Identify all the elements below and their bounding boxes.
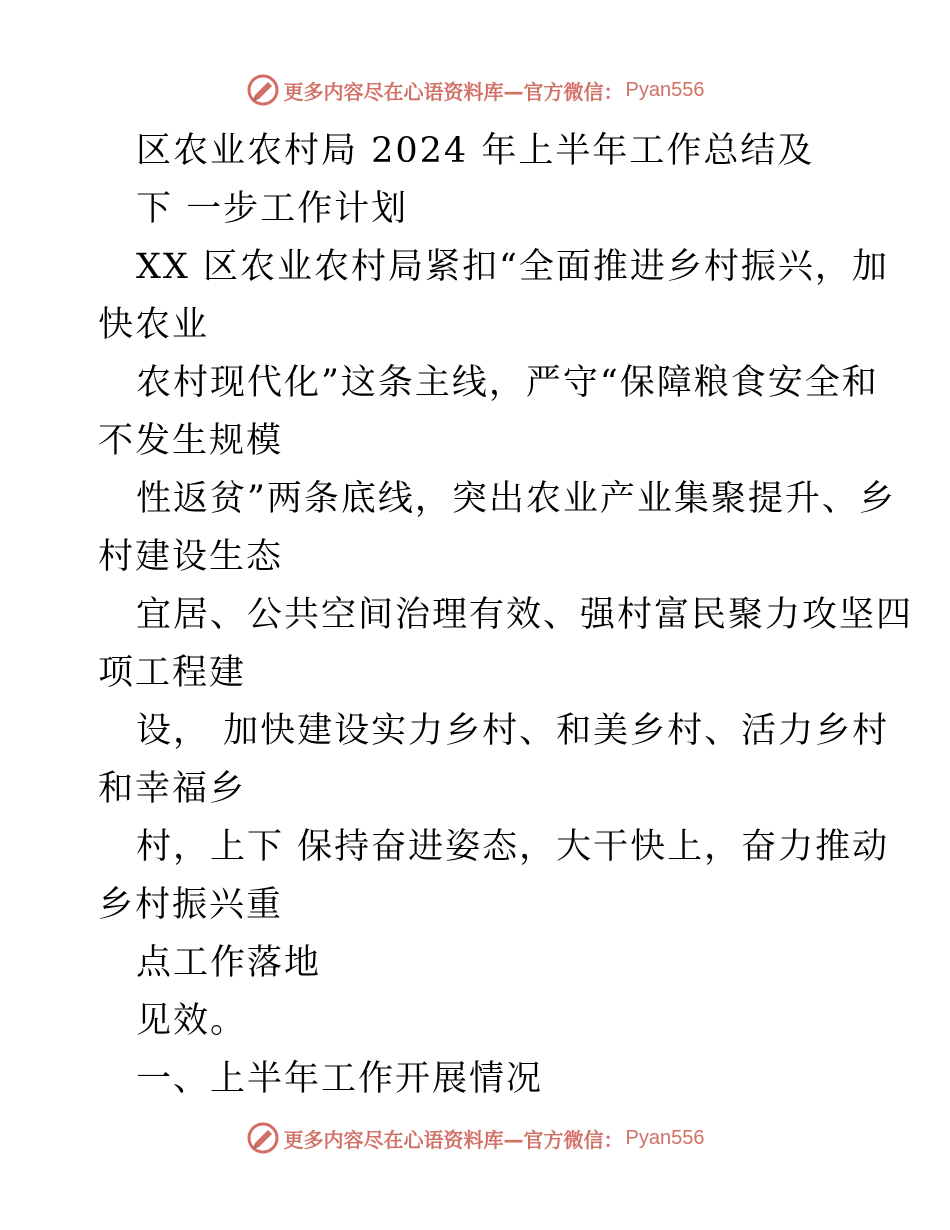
brand-logo-icon [246,1121,280,1155]
text-line: 农村现代化”这条主线，严守“保障粮食安全和 [136,363,879,403]
text-line: 村，上下 保持奋进姿态，大干快上，奋力推动 [136,827,890,867]
text-line: XX 区农业农村局紧扣“全面推进乡村振兴，加 [136,247,889,287]
text-line: 不发生规模 [98,421,284,461]
text-line: 下 一步工作计划 [136,189,409,229]
text-line: 项工程建 [98,653,247,693]
brand-logo-icon [246,73,280,107]
watermark-header [0,70,950,110]
text-line: 点工作落地 [136,943,322,983]
text-line: 区农业农村局 2024 年上半年工作总结及 [136,131,815,171]
text-line: 见效。 [136,1001,248,1041]
text-line: 宜居、公共空间治理有效、强村富民聚力攻坚四 [136,595,914,635]
watermark-wechat-id: Pyan556 [625,1126,705,1149]
text-line: 乡村振兴重 [98,885,284,925]
text-line: 性返贫”两条底线，突出农业产业集聚提升、乡 [136,479,896,519]
text-line: 村建设生态 [98,537,284,577]
document-body [0,122,950,1108]
watermark-footer [0,1118,950,1158]
text-line: 快农业 [98,305,210,345]
watermark-text: 更多内容尽在心语资料库—官方微信： [283,1127,624,1152]
watermark-text: 更多内容尽在心语资料库—官方微信： [283,79,624,104]
text-line: 设， 加快建设实力乡村、和美乡村、活力乡村 [136,711,890,751]
watermark-wechat-id: Pyan556 [625,78,705,101]
text-line: 和幸福乡 [98,769,247,809]
text-line: 一、上半年工作开展情况 [136,1059,544,1099]
